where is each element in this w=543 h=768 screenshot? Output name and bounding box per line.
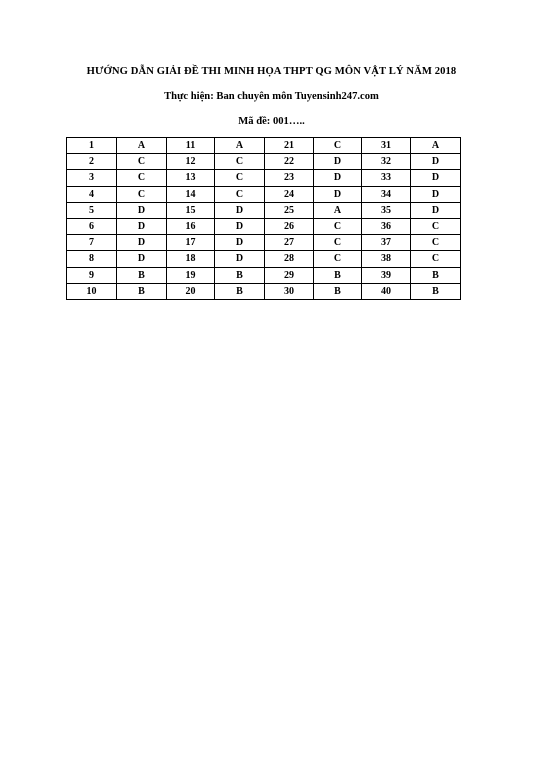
answer-letter-cell: B (215, 283, 265, 299)
answer-letter-cell: D (117, 235, 167, 251)
answer-letter-cell: D (215, 202, 265, 218)
answer-letter-cell: C (117, 154, 167, 170)
answer-letter-cell: D (117, 251, 167, 267)
table-row (67, 235, 461, 251)
table-row (67, 202, 461, 218)
answer-letter-cell: D (411, 202, 461, 218)
answer-letter-cell: D (117, 202, 167, 218)
answer-letter-cell: B (215, 267, 265, 283)
answer-table-body (67, 138, 461, 300)
question-number-cell: 14 (167, 186, 215, 202)
answer-letter-cell: D (117, 218, 167, 234)
document-title: HƯỚNG DẪN GIẢI ĐỀ THI MINH HỌA THPT QG MÔN VẬT LÝ NĂM 2018 (86, 66, 457, 77)
answer-letter-cell: C (411, 251, 461, 267)
question-number-cell: 36 (362, 218, 411, 234)
table-row (67, 267, 461, 283)
table-row (67, 186, 461, 202)
question-number-cell: 31 (362, 138, 411, 154)
question-number-cell: 28 (265, 251, 314, 267)
table-row (67, 218, 461, 234)
question-number-cell: 7 (67, 235, 117, 251)
question-number-cell: 29 (265, 267, 314, 283)
answer-letter-cell: D (411, 186, 461, 202)
answer-letter-cell: B (117, 267, 167, 283)
question-number-cell: 12 (167, 154, 215, 170)
question-number-cell: 24 (265, 186, 314, 202)
question-number-cell: 8 (67, 251, 117, 267)
table-row (67, 170, 461, 186)
question-number-cell: 21 (265, 138, 314, 154)
answer-letter-cell: B (411, 267, 461, 283)
question-number-cell: 34 (362, 186, 411, 202)
answer-letter-cell: D (215, 235, 265, 251)
answer-letter-cell: C (117, 170, 167, 186)
question-number-cell: 26 (265, 218, 314, 234)
question-number-cell: 10 (67, 283, 117, 299)
table-row (67, 283, 461, 299)
answer-letter-cell: D (215, 218, 265, 234)
answer-letter-cell: C (411, 218, 461, 234)
answer-letter-cell: C (314, 138, 362, 154)
question-number-cell: 37 (362, 235, 411, 251)
document-subtitle: Thực hiện: Ban chuyên môn Tuyensinh247.com (164, 91, 379, 102)
answer-table (66, 137, 461, 300)
answer-letter-cell: C (215, 186, 265, 202)
answer-letter-cell: D (314, 170, 362, 186)
question-number-cell: 11 (167, 138, 215, 154)
question-number-cell: 6 (67, 218, 117, 234)
answer-letter-cell: C (215, 170, 265, 186)
answer-letter-cell: D (314, 154, 362, 170)
question-number-cell: 38 (362, 251, 411, 267)
question-number-cell: 33 (362, 170, 411, 186)
answer-letter-cell: B (314, 267, 362, 283)
answer-letter-cell: C (314, 235, 362, 251)
exam-code: Mã đề: 001….. (238, 116, 305, 127)
question-number-cell: 40 (362, 283, 411, 299)
question-number-cell: 20 (167, 283, 215, 299)
answer-letter-cell: D (215, 251, 265, 267)
question-number-cell: 39 (362, 267, 411, 283)
question-number-cell: 13 (167, 170, 215, 186)
question-number-cell: 30 (265, 283, 314, 299)
question-number-cell: 17 (167, 235, 215, 251)
table-row (67, 138, 461, 154)
question-number-cell: 3 (67, 170, 117, 186)
question-number-cell: 18 (167, 251, 215, 267)
table-row (67, 251, 461, 267)
question-number-cell: 32 (362, 154, 411, 170)
answer-letter-cell: C (215, 154, 265, 170)
answer-letter-cell: C (314, 251, 362, 267)
question-number-cell: 2 (67, 154, 117, 170)
question-number-cell: 15 (167, 202, 215, 218)
answer-letter-cell: B (314, 283, 362, 299)
question-number-cell: 4 (67, 186, 117, 202)
answer-letter-cell: A (314, 202, 362, 218)
question-number-cell: 19 (167, 267, 215, 283)
answer-letter-cell: D (411, 170, 461, 186)
answer-letter-cell: C (314, 218, 362, 234)
answer-letter-cell: A (117, 138, 167, 154)
question-number-cell: 23 (265, 170, 314, 186)
question-number-cell: 16 (167, 218, 215, 234)
answer-letter-cell: C (117, 186, 167, 202)
question-number-cell: 27 (265, 235, 314, 251)
answer-letter-cell: A (411, 138, 461, 154)
answer-letter-cell: C (411, 235, 461, 251)
question-number-cell: 35 (362, 202, 411, 218)
answer-letter-cell: D (314, 186, 362, 202)
table-row (67, 154, 461, 170)
answer-letter-cell: B (411, 283, 461, 299)
question-number-cell: 1 (67, 138, 117, 154)
answer-letter-cell: D (411, 154, 461, 170)
answer-letter-cell: A (215, 138, 265, 154)
question-number-cell: 25 (265, 202, 314, 218)
answer-letter-cell: B (117, 283, 167, 299)
question-number-cell: 22 (265, 154, 314, 170)
question-number-cell: 9 (67, 267, 117, 283)
question-number-cell: 5 (67, 202, 117, 218)
